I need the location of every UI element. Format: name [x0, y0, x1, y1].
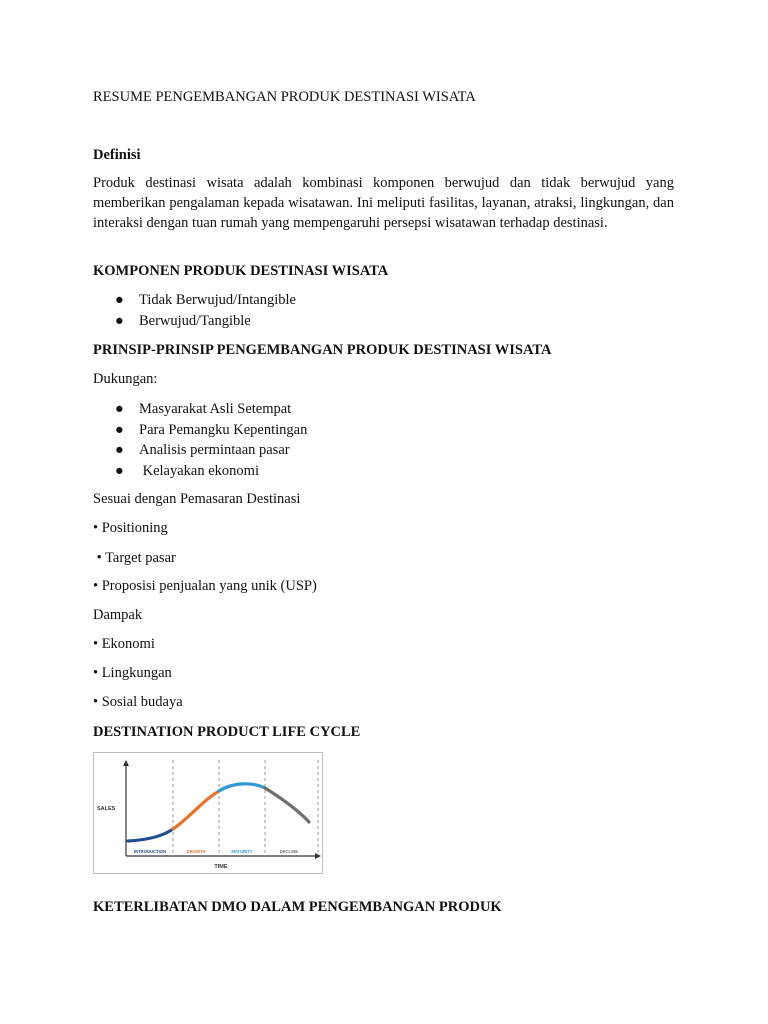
list-item: • Proposisi penjualan yang unik (USP) — [93, 578, 317, 594]
komponen-heading: KOMPONEN PRODUK DESTINASI WISATA — [93, 263, 389, 279]
product-life-cycle-chart — [93, 752, 323, 874]
lifecycle-heading: DESTINATION PRODUCT LIFE CYCLE — [93, 724, 361, 740]
list-item: • Ekonomi — [93, 636, 155, 652]
phase-label-decline: DECLINE — [279, 849, 299, 854]
list-item: • Sosial budaya — [93, 694, 183, 710]
dukungan-label: Dukungan: — [93, 371, 158, 387]
list-item: • Target pasar — [93, 550, 176, 566]
bullet-icon: ● — [115, 422, 124, 438]
bullet-icon: ● — [115, 313, 124, 329]
prinsip-heading: PRINSIP-PRINSIP PENGEMBANGAN PRODUK DESTINASI WISATA — [93, 342, 552, 358]
document-title: RESUME PENGEMBANGAN PRODUK DESTINASI WISATA — [93, 89, 476, 105]
phase-label-maturity: MATURITY — [231, 849, 253, 854]
list-item: ● Tidak Berwujud/Intangible — [115, 292, 296, 308]
bullet-icon: ● — [115, 401, 124, 417]
list-item: ● Masyarakat Asli Setempat — [115, 401, 292, 417]
bullet-icon: ● — [115, 442, 124, 458]
definisi-paragraph: Produk destinasi wisata adalah kombinasi komponen berwujud dan tidak berwujud yang memberikan pengalaman kepada wisatawan. Ini meliputi fasilitas, layanan, atraksi, lingkungan, dan interaksi dengan tuan rumah yang mempengaruhi persepsi wisatawan terhadap destinasi. — [93, 175, 674, 231]
bullet-icon: ● — [115, 463, 124, 479]
dmo-heading: KETERLIBATAN DMO DALAM PENGEMBANGAN PRODUK — [93, 899, 502, 915]
list-item: ● Kelayakan ekonomi — [115, 463, 259, 479]
phase-label-introduction: INTRODUCTION — [133, 849, 167, 854]
bullet-icon: ● — [115, 292, 124, 308]
definisi-heading: Definisi — [93, 147, 141, 163]
chart-frame — [94, 753, 323, 874]
pemasaran-label: Sesuai dengan Pemasaran Destinasi — [93, 491, 301, 507]
list-item: ● Analisis permintaan pasar — [115, 442, 290, 458]
dampak-label: Dampak — [93, 607, 143, 623]
phase-label-growth: GROWTH — [186, 849, 206, 854]
y-axis-label: SALES — [97, 806, 116, 812]
x-axis-label: TIME — [214, 864, 228, 870]
list-item: ● Para Pemangku Kepentingan — [115, 422, 308, 438]
life-cycle-svg — [93, 752, 323, 874]
list-item: • Positioning — [93, 520, 168, 536]
list-item: • Lingkungan — [93, 665, 172, 681]
list-item: ● Berwujud/Tangible — [115, 313, 251, 329]
